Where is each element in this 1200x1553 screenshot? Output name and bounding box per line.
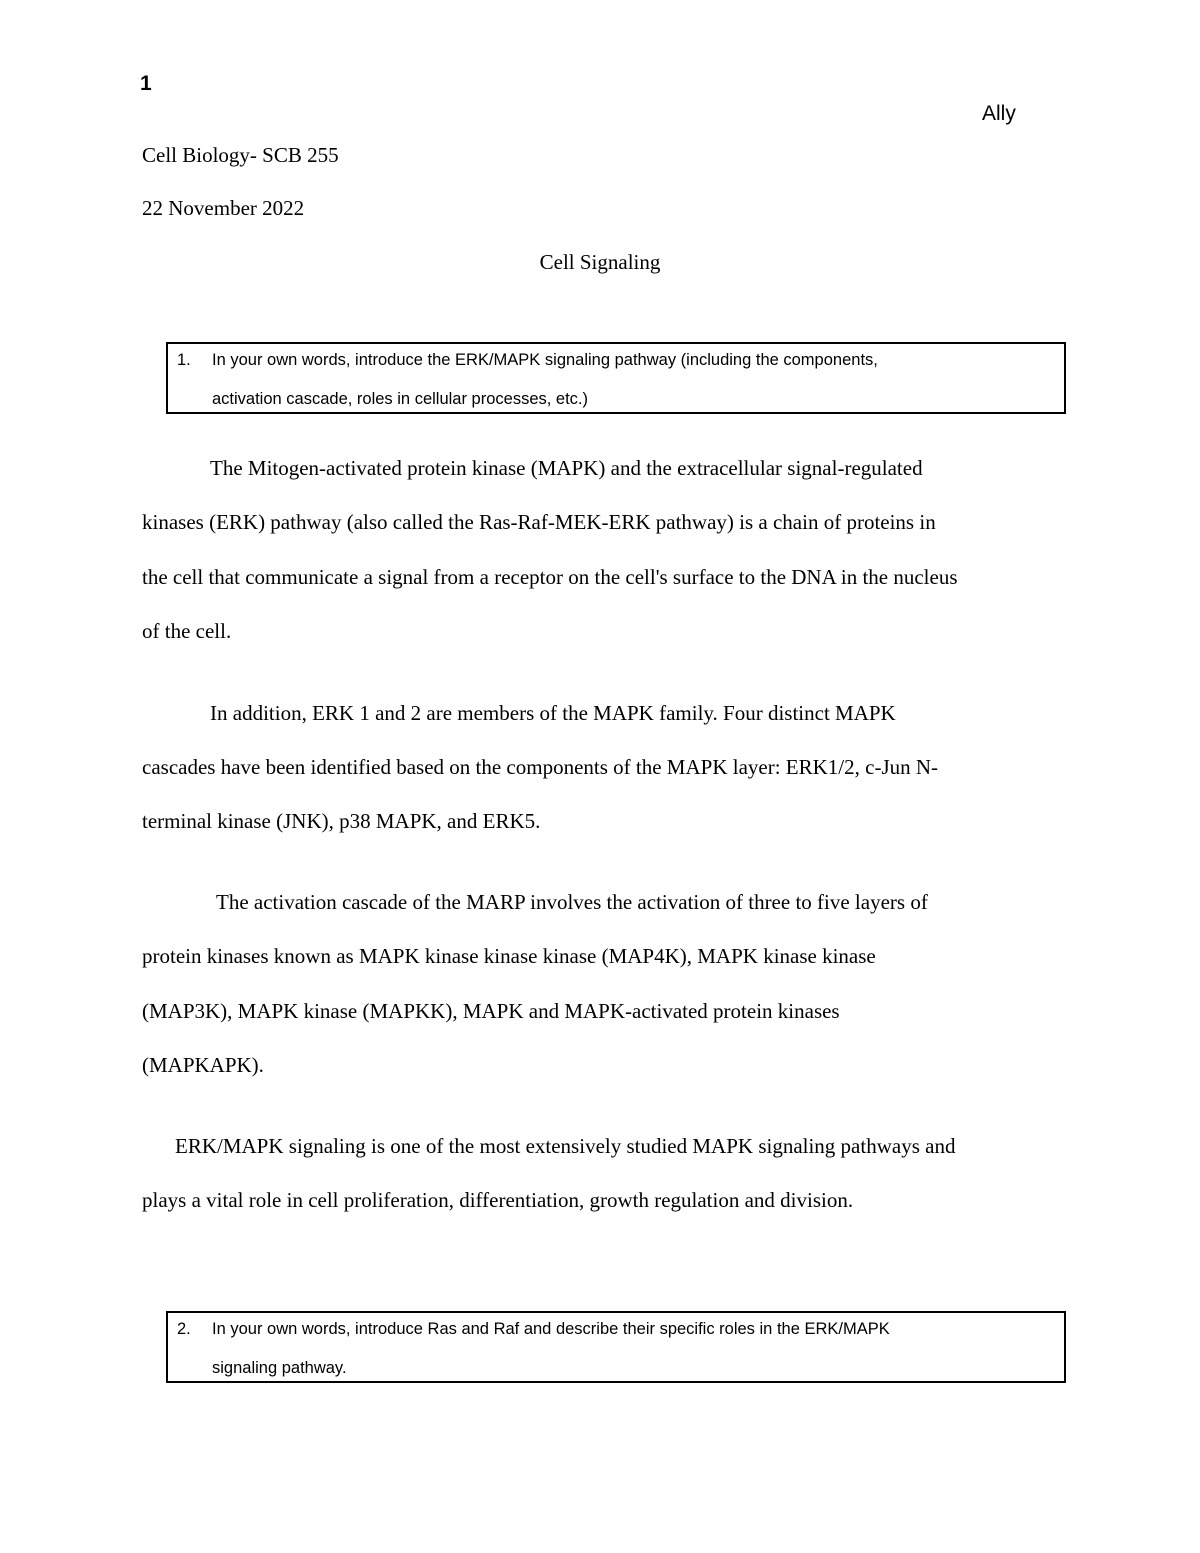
- paragraph-4-line-1: ERK/MAPK signaling is one of the most extensively studied MAPK signaling pathways and: [175, 1134, 956, 1158]
- paragraph-1-line-4: of the cell.: [142, 619, 232, 643]
- question-1-number: 1.: [177, 351, 191, 369]
- paragraph-1-line-3: the cell that communicate a signal from a receptor on the cell's surface to the DNA in the nucleus: [142, 565, 958, 589]
- page-number: 1: [140, 72, 152, 95]
- question-1-line-1: In your own words, introduce the ERK/MAPK signaling pathway (including the components,: [212, 351, 878, 369]
- question-2-line-1: In your own words, introduce Ras and Raf and describe their specific roles in the ERK/MAPK: [212, 1320, 890, 1338]
- paragraph-4-line-2: plays a vital role in cell proliferation, differentiation, growth regulation and division.: [142, 1188, 854, 1212]
- question-1-box: [166, 342, 1066, 414]
- question-1-line-2: activation cascade, roles in cellular processes, etc.): [212, 390, 589, 408]
- paragraph-3-line-2: protein kinases known as MAPK kinase kinase kinase (MAP4K), MAPK kinase kinase: [142, 944, 876, 968]
- date-line: 22 November 2022: [142, 196, 305, 220]
- paragraph-2-line-2: cascades have been identified based on the components of the MAPK layer: ERK1/2, c-Jun N-: [142, 755, 939, 779]
- paragraph-3-line-1: The activation cascade of the MARP involves the activation of three to five layers of: [216, 890, 928, 914]
- course-line: Cell Biology- SCB 255: [142, 143, 339, 167]
- paragraph-1-line-2: kinases (ERK) pathway (also called the Ras-Raf-MEK-ERK pathway) is a chain of proteins in: [142, 510, 936, 534]
- question-2-number: 2.: [177, 1320, 191, 1338]
- paragraph-3-line-4: (MAPKAPK).: [142, 1053, 264, 1077]
- question-2-line-2: signaling pathway.: [212, 1359, 347, 1377]
- paragraph-3-line-3: (MAP3K), MAPK kinase (MAPKK), MAPK and MAPK-activated protein kinases: [142, 999, 840, 1023]
- author-name: Ally: [982, 102, 1016, 125]
- question-2-box: [166, 1311, 1066, 1383]
- paragraph-1-line-1: The Mitogen-activated protein kinase (MAPK) and the extracellular signal-regulated: [210, 456, 923, 480]
- paragraph-2-line-1: In addition, ERK 1 and 2 are members of the MAPK family. Four distinct MAPK: [210, 701, 896, 725]
- paragraph-2-line-3: terminal kinase (JNK), p38 MAPK, and ERK5.: [142, 809, 541, 833]
- document-title: Cell Signaling: [539, 250, 661, 274]
